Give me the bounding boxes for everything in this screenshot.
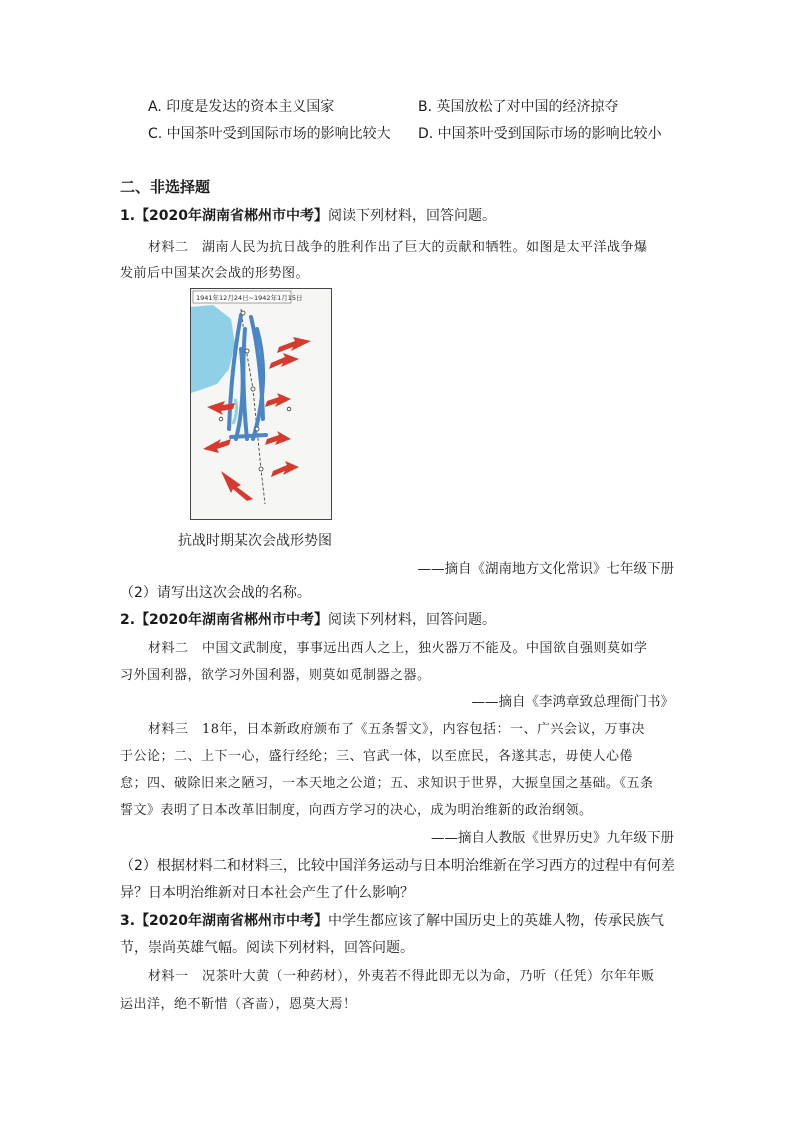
red-arrow	[265, 393, 291, 407]
material-text: 材料三 18年，日本新政府颁布了《五条誓文》，内容包括：一、广兴会议，万事决	[148, 722, 646, 737]
option-d: D. 中国茶叶受到国际市场的影响比较小	[418, 126, 662, 142]
sub-question: （2）请写出这次会战的名称。	[120, 585, 311, 601]
red-arrow	[269, 353, 299, 369]
question-prompt: 阅读下列材料，回答问题。	[328, 612, 497, 628]
material-text: 誓文》表明了日本改革旧制度，向西方学习的决心，成为明治维新的政治纲领。	[120, 803, 593, 818]
map-header-text: 1941年12月24日~1942年1月15日	[196, 294, 303, 302]
city-marker	[287, 407, 291, 411]
source-citation: ——摘自《湖南地方文化常识》七年级下册	[417, 561, 674, 577]
source-citation: ——摘自人教版《世界历史》九年级下册	[431, 830, 674, 846]
question-number: 1.	[120, 208, 136, 224]
question-prompt: 节，崇尚英雄气幅。阅读下列材料，回答问题。	[120, 940, 414, 956]
material-text: 习外国利器，欲学习外国利器，则莫如觅制器之器。	[120, 668, 431, 683]
option-a: A. 印度是发达的资本主义国家	[148, 99, 335, 115]
material-text: 材料一 况茶叶大黄（一种药材），外夷若不得此即无以为命，乃听（任凭）尔年年贩	[148, 969, 655, 984]
river-line	[233, 399, 237, 424]
question-prompt: 中学生都应该了解中国历史上的英雄人物，传承民族气	[328, 913, 665, 929]
question-3	[120, 910, 664, 930]
red-arrow	[203, 439, 231, 453]
map-caption: 抗战时期某次会战形势图	[178, 533, 332, 549]
question-prompt: 阅读下列材料，回答问题。	[328, 208, 497, 224]
city-marker	[219, 417, 223, 421]
question-number: 3.	[120, 913, 136, 929]
material-text: 材料二 中国文武制度，事事远出西人之上，独火器万不能及。中国欲自强则莫如学	[148, 641, 648, 656]
sub-question: 异？日本明治维新对日本社会产生了什么影响？	[120, 885, 414, 901]
section-title: 二、非选择题	[120, 178, 211, 196]
question-tag: 【2020年湖南省郴州市中考】	[135, 208, 329, 224]
red-arrow	[265, 431, 291, 445]
city-marker	[259, 467, 263, 471]
question-tag: 【2020年湖南省郴州市中考】	[135, 612, 329, 628]
material-text: 材料二 湖南人民为抗日战争的胜利作出了巨大的贡献和牺牲。如图是太平洋战争爆	[148, 240, 648, 255]
blue-arrow	[236, 349, 243, 439]
city-marker	[255, 427, 259, 431]
material-text: 运出洋，绝不靳惜（吝啬），恩莫大焉！	[120, 997, 357, 1012]
question-2	[120, 609, 496, 629]
city-marker	[245, 349, 249, 353]
blue-arrow	[231, 435, 266, 437]
material-text: 于公论；二、上下一心，盛行经纶；三、官武一体，以至庶民，各遂其志，毋使人心倦	[120, 749, 634, 764]
red-arrow	[271, 461, 299, 477]
city-marker	[241, 311, 245, 315]
sub-question: （2）根据材料二和材料三，比较中国洋务运动与日本明治维新在学习西方的过程中有何差	[120, 858, 675, 874]
material-text: 怠；四、破除旧来之陋习，一本天地之公道；五、求知识于世界，大振皇国之基础。《五条	[120, 776, 654, 791]
option-c: C. 中国茶叶受到国际市场的影响比较大	[148, 126, 391, 142]
question-tag: 【2020年湖南省郴州市中考】	[135, 913, 329, 929]
city-marker	[251, 387, 255, 391]
battle-map-graphic	[191, 289, 331, 519]
red-arrow	[277, 337, 311, 353]
battle-map	[190, 288, 332, 520]
red-arrow	[221, 471, 253, 501]
source-citation: ——摘自《李鸿章致总理衙门书》	[471, 694, 674, 710]
question-1	[120, 205, 496, 225]
question-number: 2.	[120, 612, 136, 628]
option-b: B. 英国放松了对中国的经济掠夺	[418, 99, 619, 115]
material-text: 发前后中国某次会战的形势图。	[120, 266, 310, 281]
lake-area	[191, 305, 235, 393]
